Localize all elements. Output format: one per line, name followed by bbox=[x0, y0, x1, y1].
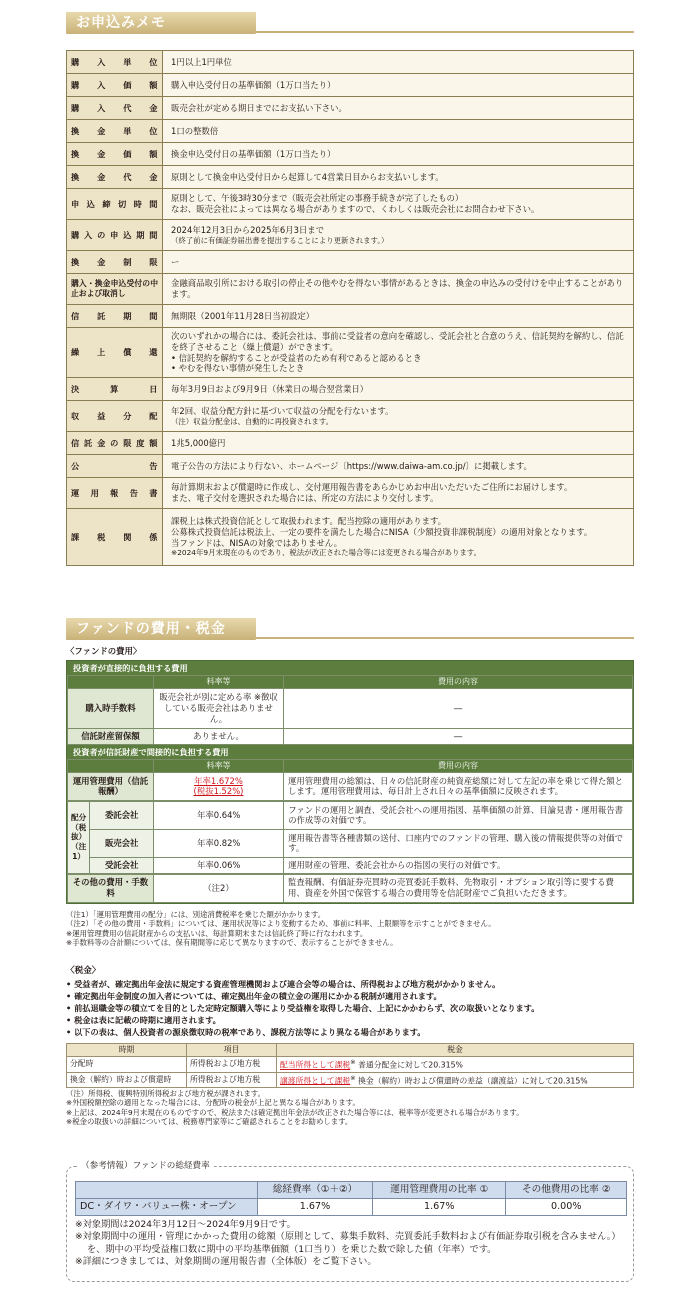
purchase-fee-desc: ― bbox=[284, 689, 633, 729]
direct-col-blank bbox=[68, 676, 154, 689]
memo-value-line: （終了前に有価証券届出書を提出することにより更新されます。） bbox=[171, 235, 389, 245]
tax-bullet: • 以下の表は、個人投資者の源泉徴収時の税率であり、課税方法等により異なる場合があります。 bbox=[66, 1027, 426, 1037]
tax-col-time: 時期 bbox=[67, 1044, 187, 1057]
indirect-fee-band: 投資者が信託財産で間接的に負担する費用 bbox=[67, 745, 633, 759]
expense-ratio-box bbox=[66, 1161, 634, 1282]
alloc-trust-desc: ファンドの運用と調査、受託会社への運用指図、基準価額の計算、目論見書・運用報告書の作成等の対価です。 bbox=[284, 801, 633, 829]
memo-value-line: 次のいずれかの場合には、委託会社は、事前に受益者の意向を確認し、受託会社と合意のうえ、信託契約を解約し、信託を終了させること（繰上償還）ができます。 bbox=[171, 331, 624, 352]
memo-value-line: 当ファンドは、NISAの対象ではありません。 bbox=[171, 537, 343, 548]
fee-note: （注1）「運用管理費用の配分」には、別途消費税率を乗じた額がかかります。 bbox=[66, 910, 326, 919]
memo-row bbox=[67, 401, 634, 432]
purchase-fee-label: 購入時手数料 bbox=[68, 689, 154, 729]
memo-section-title: お申込みメモ bbox=[66, 12, 256, 34]
memo-value-line: 原則として、午後3時30分まで（販売会社所定の事務手続きが完了したもの） bbox=[171, 193, 464, 204]
purchase-fee-rate: 販売会社が別に定める率 ※徴収している販売会社はありません。 bbox=[154, 689, 284, 729]
retention-label: 信託財産留保額 bbox=[68, 729, 154, 745]
memo-label: 運用報告書 bbox=[67, 478, 163, 509]
fee-table bbox=[66, 660, 634, 904]
indirect-col-rate: 料率等 bbox=[154, 759, 284, 772]
alloc-distributor-label: 販売会社 bbox=[90, 829, 154, 857]
memo-row bbox=[67, 251, 634, 274]
memo-label: 換金価額 bbox=[67, 143, 163, 166]
memo-value-line: 購入申込受付日の基準価額（1万口当たり） bbox=[171, 79, 336, 90]
tax-row-mark: ※ bbox=[350, 1058, 356, 1066]
alloc-trustee-label: 受託会社 bbox=[90, 857, 154, 873]
mgmt-fee-desc: 運用管理費用の総額は、日々の信託財産の純資産総額に対して左記の率を乗じて得た額とします。運用管理費用は、毎日計上され日々の基準価額に反映されます。 bbox=[284, 772, 633, 800]
memo-label: 申込締切時間 bbox=[67, 189, 163, 220]
memo-label: 課税関係 bbox=[67, 509, 163, 566]
memo-value bbox=[163, 509, 634, 566]
mgmt-fee-rate bbox=[154, 772, 284, 800]
tax-note: ※税金の取扱いの詳細については、税務専門家等にご確認されることをお勧めします。 bbox=[66, 1117, 353, 1127]
tax-row-item: 所得税および地方税 bbox=[187, 1057, 277, 1073]
memo-label: 購入代金 bbox=[67, 97, 163, 120]
ref-other-value: 0.00% bbox=[506, 1199, 627, 1216]
memo-row bbox=[67, 166, 634, 189]
fee-subheading: 〈ファンドの費用〉 bbox=[66, 646, 142, 656]
memo-label: 公告 bbox=[67, 455, 163, 478]
tax-bullets bbox=[66, 979, 634, 1039]
tax-note: ※上記は、2024年9月末現在のものですので、税法または確定拠出年金法が改正された場合等には、税率等が変更される場合があります。 bbox=[66, 1107, 524, 1117]
memo-value bbox=[163, 328, 634, 378]
expense-ratio-notes bbox=[75, 1219, 627, 1269]
memo-title-rule bbox=[256, 31, 634, 33]
memo-label: 繰上償還 bbox=[67, 328, 163, 378]
memo-value bbox=[163, 305, 634, 328]
tax-row-time: 換金（解約）時および償還時 bbox=[67, 1072, 187, 1088]
tax-row-type: 譲渡所得として課税 bbox=[280, 1076, 351, 1086]
tax-row-tax bbox=[277, 1072, 634, 1088]
memo-value bbox=[163, 166, 634, 189]
fee-note: ※手数料等の合計額については、保有期間等に応じて異なりますので、表示することができません。 bbox=[66, 938, 398, 948]
tax-bullet: • 税金は表に記載の時期に適用されます。 bbox=[66, 1015, 221, 1025]
fee-title-rule bbox=[256, 637, 634, 639]
memo-label: 購入単位 bbox=[67, 51, 163, 74]
memo-row bbox=[67, 305, 634, 328]
tax-notes bbox=[66, 1089, 634, 1127]
tax-bullet: • 前払退職金等の積立てを目的とした定時定額購入等により受益権を取得した場合、上記にかかわらず、次の取扱いとなります。 bbox=[66, 1003, 540, 1013]
ref-total-value: 1.67% bbox=[258, 1199, 373, 1216]
ref-note: ※詳細につきましては、対象期間の運用報告書（全体版）をご覧下さい。 bbox=[75, 1256, 377, 1268]
memo-row bbox=[67, 455, 634, 478]
memo-value-line: • 信託契約を解約することが受益者のため有利であると認めるとき bbox=[171, 352, 422, 363]
memo-value bbox=[163, 97, 634, 120]
memo-value-line: 課税上は株式投資信託として取扱われます。配当控除の適用があります。 bbox=[171, 516, 447, 527]
memo-row bbox=[67, 509, 634, 566]
tax-heading: 〈税金〉 bbox=[66, 966, 101, 976]
memo-value bbox=[163, 143, 634, 166]
memo-value bbox=[163, 401, 634, 432]
tax-note: （注）所得税、復興特別所得税および地方税が課されます。 bbox=[66, 1089, 265, 1098]
fee-section-title: ファンドの費用・税金 bbox=[66, 618, 256, 640]
memo-value-line: • やむを得ない事情が発生したとき bbox=[171, 363, 305, 374]
indirect-col-desc: 費用の内容 bbox=[284, 759, 633, 772]
tax-row-mark: ※ bbox=[350, 1073, 356, 1082]
memo-value bbox=[163, 432, 634, 455]
memo-value-line: 公募株式投資信託は税法上、一定の要件を満たした場合にNISA（少額投資非課税制度）の適用対象となります。 bbox=[171, 526, 593, 537]
tax-bullet: • 確定拠出年金制度の加入者については、確定拠出年金の積立金の運用にかかる税制が適用されます。 bbox=[66, 991, 442, 1001]
direct-col-desc: 費用の内容 bbox=[284, 676, 633, 689]
other-fee-label: その他の費用・手数料 bbox=[68, 874, 154, 902]
ref-mgmt-value: 1.67% bbox=[373, 1199, 506, 1216]
memo-value-line: なお、販売会社によっては異なる場合がありますので、くわしくは販売会社にお問合わせ下さい。 bbox=[171, 204, 540, 214]
fee-note: ※運用管理費用の信託財産からの支払いは、毎計算期末または信託終了時に行なわれます。 bbox=[66, 928, 368, 938]
memo-value bbox=[163, 220, 634, 251]
alloc-distributor-rate: 年率0.82% bbox=[154, 829, 284, 857]
direct-col-rate: 料率等 bbox=[154, 676, 284, 689]
memo-value-line: 1兆5,000億円 bbox=[171, 437, 226, 448]
memo-value bbox=[163, 74, 634, 97]
memo-label: 決算日 bbox=[67, 378, 163, 401]
memo-row bbox=[67, 189, 634, 220]
fee-note: （注2）「その他の費用・手数料」については、運用状況等により変動するため、事前に料率、上限額等を示すことができません。 bbox=[66, 919, 496, 929]
memo-value bbox=[163, 378, 634, 401]
tax-row-desc: 換金（解約）時および償還時の差益（譲渡益）に対して20.315% bbox=[358, 1076, 588, 1086]
tax-col-tax: 税金 bbox=[277, 1044, 634, 1057]
ref-col-other: その他費用の比率 ② bbox=[506, 1182, 627, 1199]
retention-rate: ありません。 bbox=[154, 729, 284, 745]
memo-row bbox=[67, 74, 634, 97]
tax-row-desc: 普通分配金に対して20.315% bbox=[358, 1060, 463, 1070]
ref-col-mgmt: 運用管理費用の比率 ① bbox=[373, 1182, 506, 1199]
alloc-distributor-desc: 運用報告書等各種書類の送付、口座内でのファンドの管理、購入後の情報提供等の対価です。 bbox=[284, 829, 633, 857]
memo-value-line: 換金申込受付日の基準価額（1万口当たり） bbox=[171, 148, 336, 159]
memo-value-line: 1口の整数倍 bbox=[171, 125, 219, 136]
memo-label: 信託期間 bbox=[67, 305, 163, 328]
memo-value bbox=[163, 274, 634, 305]
memo-value bbox=[163, 189, 634, 220]
memo-value bbox=[163, 120, 634, 143]
ref-note: ※対象期間中の運用・管理にかかった費用の総額（原則として、募集手数料、売買委託手数料および有価証券取引税を含みません。）を、期中の平均受益権口数に期中の平均基準価額（1口当り）を乗じた数で除した値（年率）です。 bbox=[75, 1231, 621, 1255]
memo-row bbox=[67, 274, 634, 305]
memo-label: 収益分配 bbox=[67, 401, 163, 432]
memo-value-line: 年2回、収益分配方針に基づいて収益の分配を行ないます。 bbox=[171, 405, 394, 416]
memo-value-line: （注）収益分配金は、自動的に再投資されます。 bbox=[171, 416, 334, 426]
mgmt-fee-rate-net: (税抜1.52%) bbox=[193, 786, 244, 797]
memo-value-line: ー bbox=[171, 256, 180, 267]
fee-notes bbox=[66, 910, 634, 948]
tax-row-type: 配当所得として課税 bbox=[280, 1060, 351, 1070]
tax-note: ※外国税額控除の適用となった場合には、分配時の税金が上記と異なる場合があります。 bbox=[66, 1098, 360, 1108]
memo-value-line: 毎年3月9日および9月9日（休業日の場合翌営業日） bbox=[171, 383, 369, 394]
memo-label: 購入・換金申込受付の中止および取消し bbox=[67, 274, 163, 305]
ref-note: ※対象期間は2024年3月12日～2024年9月9日です。 bbox=[75, 1219, 296, 1230]
memo-value bbox=[163, 478, 634, 509]
memo-value-line: 販売会社が定める期日までにお支払い下さい。 bbox=[171, 102, 347, 113]
memo-value bbox=[163, 51, 634, 74]
direct-fee-band: 投資者が直接的に負担する費用 bbox=[67, 661, 633, 675]
other-fee-rate: （注2） bbox=[154, 874, 284, 902]
memo-value-line: 毎計算期末および償還時に作成し、交付運用報告書をあらかじめお申出いただいたご住所にお届けします。 bbox=[171, 482, 573, 493]
tax-row-tax bbox=[277, 1057, 634, 1073]
memo-label: 購入価額 bbox=[67, 74, 163, 97]
alloc-label: 配分（税抜）（注1） bbox=[68, 801, 90, 873]
ref-col-blank bbox=[76, 1182, 258, 1199]
tax-col-item: 項目 bbox=[187, 1044, 277, 1057]
memo-value-line: 原則として換金申込受付日から起算して4営業日目からお支払いします。 bbox=[171, 171, 444, 182]
memo-label: 換金代金 bbox=[67, 166, 163, 189]
ref-col-total: 総経費率（①＋②） bbox=[258, 1182, 373, 1199]
memo-row bbox=[67, 97, 634, 120]
memo-value-line: 1円以上1円単位 bbox=[171, 56, 232, 67]
memo-row bbox=[67, 51, 634, 74]
memo-row bbox=[67, 478, 634, 509]
memo-row bbox=[67, 143, 634, 166]
memo-value-line: また、電子交付を選択された場合には、所定の方法により交付します。 bbox=[171, 493, 439, 503]
memo-value-line: 電子公告の方法により行ない、ホームページ〔https://www.daiwa-am.co.jp/〕に掲載します。 bbox=[171, 460, 532, 471]
alloc-trust-rate: 年率0.64% bbox=[154, 801, 284, 829]
alloc-trust-label: 委託会社 bbox=[90, 801, 154, 829]
expense-ratio-title: （参考情報）ファンドの総経費率 bbox=[77, 1161, 214, 1172]
memo-value-line: 金融商品取引所における取引の停止その他やむを得ない事情があるときは、換金の申込みの受付けを中止することがあります。 bbox=[171, 278, 624, 299]
alloc-trustee-desc: 運用財産の管理、委託会社からの指図の実行の対価です。 bbox=[284, 857, 633, 873]
indirect-col-blank bbox=[68, 759, 154, 772]
memo-label: 換金単位 bbox=[67, 120, 163, 143]
tax-row-time: 分配時 bbox=[67, 1057, 187, 1073]
memo-value bbox=[163, 455, 634, 478]
memo-row bbox=[67, 432, 634, 455]
memo-row bbox=[67, 220, 634, 251]
memo-value-line: 無期限（2001年11月28日当初設定） bbox=[171, 310, 315, 321]
expense-ratio-table bbox=[75, 1181, 627, 1216]
tax-table bbox=[66, 1043, 634, 1088]
memo-label: 信託金の限度額 bbox=[67, 432, 163, 455]
memo-label: 購入の申込期間 bbox=[67, 220, 163, 251]
mgmt-fee-label: 運用管理費用（信託報酬） bbox=[68, 772, 154, 800]
memo-label: 換金制限 bbox=[67, 251, 163, 274]
retention-desc: ― bbox=[284, 729, 633, 745]
memo-table bbox=[66, 50, 634, 566]
memo-value bbox=[163, 251, 634, 274]
mgmt-fee-rate-gross: 年率1.672% bbox=[194, 775, 243, 786]
other-fee-desc: 監査報酬、有価証券売買時の売買委託手数料、先物取引・オプション取引等に要する費用、資産を外国で保管する場合の費用等を信託財産でご負担いただきます。 bbox=[284, 874, 633, 902]
memo-row bbox=[67, 328, 634, 378]
memo-value-line: 2024年12月3日から2025年6月3日まで bbox=[171, 224, 325, 235]
memo-row bbox=[67, 120, 634, 143]
tax-bullet: • 受益者が、確定拠出年金法に規定する資産管理機関および連合会等の場合は、所得税および地方税がかかりません。 bbox=[66, 979, 501, 989]
ref-fund-name: DC・ダイワ・バリュー株・オープン bbox=[76, 1199, 258, 1216]
tax-row-item: 所得税および地方税 bbox=[187, 1072, 277, 1088]
memo-row bbox=[67, 378, 634, 401]
alloc-trustee-rate: 年率0.06% bbox=[154, 857, 284, 873]
memo-value-line: ※2024年9月末現在のものであり、税法が改正された場合等には変更される場合があります。 bbox=[171, 548, 481, 558]
